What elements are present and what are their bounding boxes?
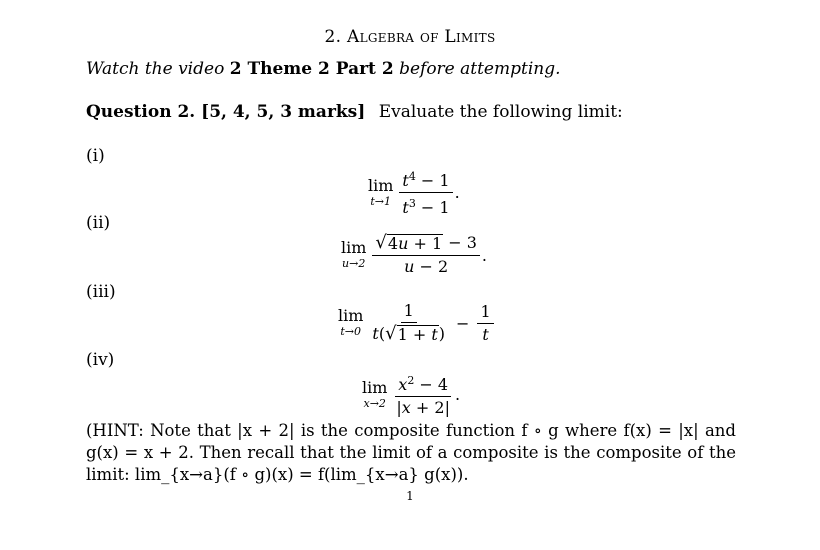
question-line [86, 102, 623, 122]
hint-paragraph: (HINT: Note that |x + 2| is the composite function f ∘ g where f(x) = |x| and g(x) = x + 2. Then recall that the limit of a composite is the composite of the limit: lim_{x→a}(f ∘ g)(x) = f(lim_{x→a} g(x)). [86, 421, 736, 484]
part-label-iii: (iii) [86, 282, 116, 302]
instruction-prefix: Watch the video [86, 59, 225, 79]
question-text: Evaluate the following limit: [378, 102, 623, 122]
part-label-i: (i) [86, 146, 105, 166]
instruction-suffix: before attempting. [399, 59, 561, 79]
equation-iii: lim t→0 1 t( √ 1 + t ) − $\frac{1}{t}$ [338, 302, 494, 344]
equation-i: lim t→1 $\frac{t^4 - 1}{t^3 - 1}$ . [368, 170, 460, 217]
part-label-iv: (iv) [86, 350, 115, 370]
section-title [0, 27, 820, 47]
section-number: 2. [324, 27, 342, 47]
question-heading: Question 2. [5, 4, 5, 3 marks] [86, 102, 366, 122]
equation-ii: lim u→2 √ 4u + 1 − 3 u − 2 . [341, 232, 488, 276]
video-name: 2 Theme 2 Part 2 [229, 59, 394, 79]
page-number: 1 [406, 489, 414, 503]
equation-iv: lim x→2 $\frac{x^2 - 4}{|x + 2|}$ . [362, 374, 461, 417]
instruction-line [86, 59, 561, 79]
section-name: Algebra of Limits [347, 27, 496, 47]
part-label-ii: (ii) [86, 213, 111, 233]
